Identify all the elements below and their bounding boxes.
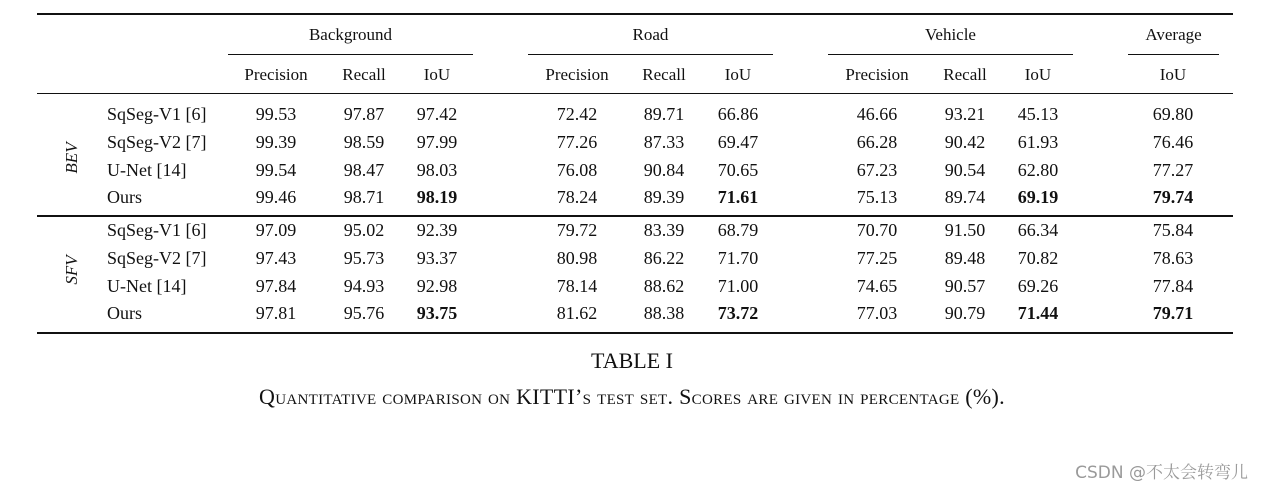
table-cell: 99.54 bbox=[255, 160, 297, 180]
table-cell: 97.84 bbox=[255, 276, 297, 296]
table-cell: 61.93 bbox=[1017, 132, 1059, 152]
table-cell: 72.42 bbox=[556, 104, 598, 124]
column-header: Precision bbox=[244, 65, 308, 84]
table-cell: 80.98 bbox=[556, 248, 598, 268]
group-header: Background bbox=[308, 25, 393, 44]
table-cell: 79.74 bbox=[1152, 187, 1194, 207]
table-caption-title: TABLE I bbox=[591, 348, 673, 373]
column-header: IoU bbox=[724, 65, 752, 84]
table-cell: 69.47 bbox=[717, 132, 759, 152]
table-cell: 77.26 bbox=[556, 132, 598, 152]
table-cell: 78.14 bbox=[556, 276, 598, 296]
group-underline bbox=[228, 54, 473, 55]
watermark: CSDN @不太会转弯儿 bbox=[1075, 463, 1248, 483]
table-cell: 46.66 bbox=[856, 104, 898, 124]
column-header: IoU bbox=[1159, 65, 1187, 84]
table-cell: 92.39 bbox=[416, 220, 458, 240]
table-cell: 98.59 bbox=[343, 132, 385, 152]
method-name: U-Net [14] bbox=[107, 276, 187, 296]
table-cell: 70.65 bbox=[717, 160, 759, 180]
group-underline bbox=[828, 54, 1073, 55]
table-caption: Quantitative comparison on KITTI’s test set. Scores are given in percentage (%). bbox=[259, 384, 1005, 409]
table-cell: 73.72 bbox=[717, 303, 759, 323]
table-cell: 93.75 bbox=[416, 303, 458, 323]
table-cell: 77.27 bbox=[1152, 160, 1194, 180]
method-name: SqSeg-V2 [7] bbox=[107, 248, 207, 268]
method-name: SqSeg-V1 [6] bbox=[107, 104, 207, 124]
table-cell: 88.38 bbox=[643, 303, 685, 323]
column-header: Recall bbox=[642, 65, 686, 84]
table-cell: 76.08 bbox=[556, 160, 598, 180]
method-name: Ours bbox=[107, 187, 142, 207]
group-header: Average bbox=[1145, 25, 1202, 44]
column-header: Recall bbox=[943, 65, 987, 84]
table-cell: 97.42 bbox=[416, 104, 458, 124]
table-cell: 97.99 bbox=[416, 132, 458, 152]
table-cell: 99.39 bbox=[255, 132, 297, 152]
table-cell: 75.13 bbox=[856, 187, 898, 207]
column-header: Precision bbox=[545, 65, 609, 84]
table-cell: 92.98 bbox=[416, 276, 458, 296]
section-rule bbox=[37, 215, 1233, 217]
method-name: SqSeg-V1 [6] bbox=[107, 220, 207, 240]
table-cell: 66.86 bbox=[717, 104, 759, 124]
table-cell: 71.44 bbox=[1017, 303, 1059, 323]
table-cell: 79.71 bbox=[1152, 303, 1194, 323]
header-rule bbox=[37, 93, 1233, 94]
table-cell: 81.62 bbox=[556, 303, 598, 323]
table-cell: 99.53 bbox=[255, 104, 297, 124]
table-cell: 77.25 bbox=[856, 248, 898, 268]
table-cell: 93.21 bbox=[944, 104, 986, 124]
table-cell: 88.62 bbox=[643, 276, 685, 296]
bottom-rule bbox=[37, 332, 1233, 334]
table-cell: 90.54 bbox=[944, 160, 986, 180]
table-cell: 89.71 bbox=[643, 104, 685, 124]
table-cell: 79.72 bbox=[556, 220, 598, 240]
table-cell: 97.87 bbox=[343, 104, 385, 124]
table-cell: 89.39 bbox=[643, 187, 685, 207]
method-name: SqSeg-V2 [7] bbox=[107, 132, 207, 152]
table-cell: 98.03 bbox=[416, 160, 458, 180]
table-cell: 94.93 bbox=[343, 276, 385, 296]
table-cell: 71.00 bbox=[717, 276, 759, 296]
table-cell: 86.22 bbox=[643, 248, 685, 268]
table-cell: 97.43 bbox=[255, 248, 297, 268]
table-cell: 90.84 bbox=[643, 160, 685, 180]
table-cell: 66.28 bbox=[856, 132, 898, 152]
table-cell: 90.57 bbox=[944, 276, 986, 296]
table-cell: 95.73 bbox=[343, 248, 385, 268]
table-cell: 66.34 bbox=[1017, 220, 1059, 240]
table-cell: 97.81 bbox=[255, 303, 297, 323]
table-cell: 99.46 bbox=[255, 187, 297, 207]
table-cell: 45.13 bbox=[1017, 104, 1059, 124]
table-cell: 67.23 bbox=[856, 160, 898, 180]
group-underline bbox=[528, 54, 773, 55]
column-header: Precision bbox=[845, 65, 909, 84]
table-cell: 71.61 bbox=[717, 187, 759, 207]
group-header: Road bbox=[632, 25, 669, 44]
table-cell: 71.70 bbox=[717, 248, 759, 268]
group-underline bbox=[1128, 54, 1219, 55]
table-cell: 70.70 bbox=[856, 220, 898, 240]
section-label: SFV bbox=[62, 255, 81, 285]
table-cell: 62.80 bbox=[1017, 160, 1059, 180]
table-cell: 90.79 bbox=[944, 303, 986, 323]
method-name: Ours bbox=[107, 303, 142, 323]
table-cell: 70.82 bbox=[1017, 248, 1059, 268]
table-cell: 95.02 bbox=[343, 220, 385, 240]
table-cell: 93.37 bbox=[416, 248, 458, 268]
group-header: Vehicle bbox=[925, 25, 976, 44]
table-cell: 77.03 bbox=[856, 303, 898, 323]
table-cell: 68.79 bbox=[717, 220, 759, 240]
table-cell: 98.47 bbox=[343, 160, 385, 180]
table-cell: 98.19 bbox=[416, 187, 458, 207]
table-cell: 91.50 bbox=[944, 220, 986, 240]
top-rule bbox=[37, 13, 1233, 15]
table-cell: 74.65 bbox=[856, 276, 898, 296]
table-cell: 98.71 bbox=[343, 187, 385, 207]
table-cell: 78.24 bbox=[556, 187, 598, 207]
table-cell: 95.76 bbox=[343, 303, 385, 323]
table-cell: 77.84 bbox=[1152, 276, 1194, 296]
table-cell: 69.80 bbox=[1152, 104, 1194, 124]
column-header: Recall bbox=[342, 65, 386, 84]
column-header: IoU bbox=[1024, 65, 1052, 84]
table-cell: 78.63 bbox=[1152, 248, 1194, 268]
table-cell: 89.48 bbox=[944, 248, 986, 268]
table-cell: 97.09 bbox=[255, 220, 297, 240]
table-cell: 76.46 bbox=[1152, 132, 1194, 152]
table-cell: 89.74 bbox=[944, 187, 986, 207]
table-cell: 90.42 bbox=[944, 132, 986, 152]
table-cell: 69.26 bbox=[1017, 276, 1059, 296]
table-cell: 69.19 bbox=[1017, 187, 1059, 207]
table-cell: 75.84 bbox=[1152, 220, 1194, 240]
column-header: IoU bbox=[423, 65, 451, 84]
table-cell: 87.33 bbox=[643, 132, 685, 152]
table-cell: 83.39 bbox=[643, 220, 685, 240]
method-name: U-Net [14] bbox=[107, 160, 187, 180]
section-label: BEV bbox=[62, 142, 81, 174]
